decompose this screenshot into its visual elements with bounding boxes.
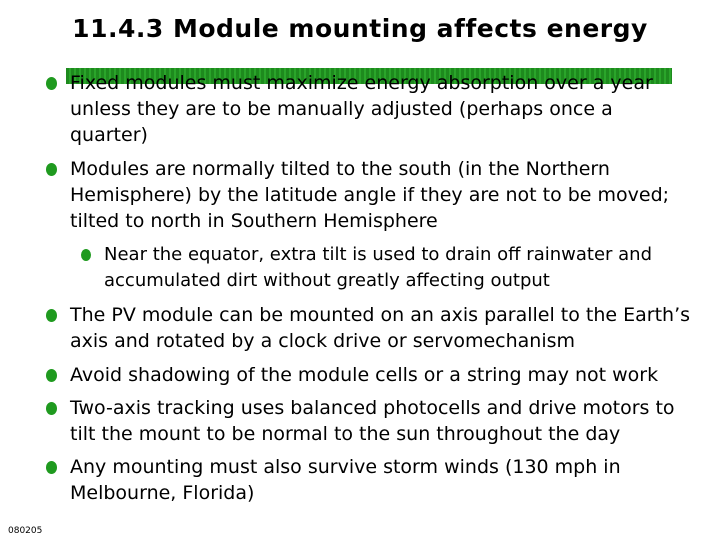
bullet-icon [46,461,57,474]
bullet-icon [46,77,57,90]
bullet-text: The PV module can be mounted on an axis parallel to the Earth’s axis and rotated by a clock drive or servomechanism [70,304,691,352]
bullet-text: Avoid shadowing of the module cells or a string may not work [70,364,659,386]
slide-footer-code: 080205 [8,526,43,536]
bullet-item [70,395,690,447]
bullet-text: Modules are normally tilted to the south (in the Northern Hemisphere) by the latitude angle if they are not to be moved; tilted to north in Southern Hemisphere [70,158,670,232]
bullet-icon [46,163,57,176]
bullet-text: Two-axis tracking uses balanced photocells and drive motors to tilt the mount to be normal to the sun throughout the day [70,397,675,445]
bullet-icon [81,249,91,261]
sub-bullet-item [104,242,690,294]
bullet-icon [46,402,57,415]
slide-title: 11.4.3 Module mounting affects energy [72,14,648,43]
bullet-text: Fixed modules must maximize energy absorption over a year unless they are to be manually adjusted (perhaps once a quarter) [70,72,653,146]
bullet-item [70,70,690,148]
bullet-item [70,156,690,234]
bullet-item [70,302,690,354]
bullet-text: Near the equator, extra tilt is used to drain off rainwater and accumulated dirt without greatly affecting output [104,244,652,291]
bullet-icon [46,309,57,322]
bullet-text: Any mounting must also survive storm winds (130 mph in Melbourne, Florida) [70,456,621,504]
bullet-item [70,454,690,506]
bullet-item [70,362,690,388]
bullet-icon [46,369,57,382]
